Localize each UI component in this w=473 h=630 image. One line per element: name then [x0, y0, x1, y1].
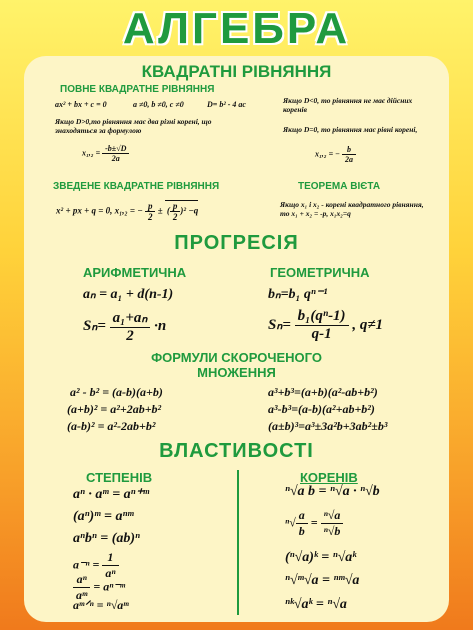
power-rule-1: aⁿ · aᵐ = aⁿ⁺ᵐ — [73, 487, 150, 502]
negative-power-denominator: aⁿ — [105, 566, 116, 580]
d-zero-text: Якщо D=0, то рівняння має рівні корені, — [283, 125, 418, 134]
reduced-p: p — [145, 201, 156, 212]
division-rhs: = aⁿ⁻ᵐ — [93, 579, 126, 594]
short-mult-right-2: a³-b³=(a-b)(a²+ab+b²) — [268, 402, 375, 416]
short-mult-left-1: a² - b² = (a-b)(a+b) — [70, 385, 163, 399]
short-mult-left-3: (a-b)² = a²-2ab+b² — [67, 419, 156, 433]
full-equation: ax² + bx + c = 0 — [55, 100, 107, 109]
roots-formula — [82, 144, 129, 163]
roots-denominator: 2a — [111, 154, 120, 163]
geometric-sum-lhs: Sₙ= — [268, 316, 291, 333]
geometric-sum — [268, 308, 383, 343]
arithmetic-heading: АРИФМЕТИЧНА — [83, 265, 187, 280]
arithmetic-sum-denominator: 2 — [126, 328, 134, 344]
root-rule-simplify: ⁿᵏ√aᵏ = ⁿ√a — [285, 597, 347, 612]
short-mult-right-1: a³+b³=(a+b)(a²-ab+b²) — [268, 385, 378, 399]
geometric-sum-denominator: q-1 — [311, 326, 332, 342]
division-numerator: aⁿ — [73, 572, 90, 588]
geometric-sum-condition: , q≠1 — [352, 316, 384, 333]
d-zero-numerator: b — [342, 145, 356, 155]
power-rule-3: aⁿbⁿ = (ab)ⁿ — [73, 531, 140, 546]
page-title: АЛГЕБРА — [122, 4, 351, 53]
progression-heading: ПРОГРЕСІЯ — [174, 232, 299, 254]
properties-divider — [237, 470, 239, 615]
division-denominator: aᵐ — [76, 588, 88, 602]
fractional-power-rhs: ⁿ√aᵐ — [106, 598, 129, 612]
root-quotient-rhs-den: ⁿ√b — [323, 524, 341, 538]
roots-lhs: x₁,₂ = — [82, 148, 101, 158]
reduced-root-p: p — [170, 201, 181, 212]
geometric-heading: ГЕОМЕТРИЧНА — [270, 265, 370, 280]
vieta-text: Якщо x₁ і x₂ - корені квадратного рівняння, то x₁ + x₂ = -p, x₁x₂=q — [280, 200, 424, 218]
arithmetic-sum-lhs: Sₙ= — [83, 317, 106, 334]
power-rule-2: (aⁿ)ᵐ = aⁿᵐ — [73, 509, 134, 524]
reduced-tail: ² −q — [183, 205, 199, 216]
roots-numerator: -b±√D — [102, 144, 129, 154]
short-mult-left-2: (a+b)² = a²+2ab+b² — [67, 402, 162, 416]
root-quotient-lhs-den: b — [298, 524, 305, 538]
root-rule-power: (ⁿ√a)ᵏ = ⁿ√aᵏ — [285, 550, 357, 565]
reduced-formula: x² + px + q = 0, x₁,₂ = − $\frac{p}{2}$ ± ( $\frac{p}{2}$ )² −q — [56, 201, 199, 222]
d-negative-text: Якщо D<0, то рівняння не має дійсних коренів — [283, 96, 413, 114]
negative-power-lhs: a⁻ⁿ = — [73, 557, 100, 572]
root-rule-nested: ⁿ√ᵐ√a = ⁿᵐ√a — [285, 573, 360, 588]
short-mult-heading-1: ФОРМУЛИ СКОРОЧЕНОГО — [151, 350, 322, 365]
reduced-pm: ± — [157, 205, 163, 216]
root-quotient-lhs-num: a — [296, 508, 308, 524]
reduced-quadratic-heading: ЗВЕДЕНЕ КВАДРАТНЕ РІВНЯННЯ — [53, 181, 220, 192]
d-zero-lhs: x₁,₂ = − — [315, 149, 340, 159]
full-conditions: a ≠0, b ≠0, c ≠0 — [133, 100, 184, 109]
geometric-sum-numerator: b₁(qⁿ-1) — [295, 308, 349, 326]
root-rule-quotient: ⁿ√ $\frac{a}{b}$ = $\frac{\text{ⁿ√a}}{\text{ⁿ√b}}$ — [285, 508, 343, 539]
arithmetic-nth-term: aₙ = a₁ + d(n-1) — [83, 287, 174, 302]
roots-heading: КОРЕНІВ — [300, 470, 358, 485]
root-rule-product: ⁿ√a b = ⁿ√a · ⁿ√b — [285, 484, 380, 499]
reduced-eq: x² + px + q = 0, x₁,₂ = − — [56, 205, 143, 216]
power-rule-fractional — [73, 598, 129, 613]
reduced-2: 2 — [147, 212, 153, 222]
full-quadratic-heading: ПОВНЕ КВАДРАТНЕ РІВНЯННЯ — [60, 84, 215, 95]
fractional-power-lhs: aᵐᐟⁿ = — [73, 598, 104, 612]
arithmetic-sum — [83, 308, 166, 345]
arithmetic-sum-numerator: a₁+aₙ — [110, 308, 151, 328]
d-zero-denominator: 2a — [344, 155, 353, 164]
discriminant-formula: D= b² - 4 ac — [207, 100, 246, 109]
short-mult-right-3: (a±b)³=a³±3a²b+3ab²±b³ — [268, 419, 388, 433]
d-zero-formula — [315, 145, 356, 164]
arithmetic-sum-tail: ·n — [154, 317, 167, 334]
negative-power-numerator: 1 — [102, 550, 118, 566]
quadratic-heading: КВАДРАТНІ РІВНЯННЯ — [141, 62, 332, 81]
short-mult-heading-2: МНОЖЕННЯ — [197, 365, 276, 380]
d-positive-text: Якщо D>0,то рівняння має два різні корені, що знаходяться за формулою — [55, 117, 212, 135]
reduced-root-2: 2 — [172, 212, 178, 222]
properties-heading: ВЛАСТИВОСТІ — [159, 440, 314, 462]
geometric-nth-term: bₙ=b₁ qⁿ⁻¹ — [268, 287, 328, 302]
vieta-heading: ТЕОРЕМА ВІЄТА — [298, 181, 381, 192]
root-quotient-rhs-num: ⁿ√a — [321, 508, 344, 524]
powers-heading: СТЕПЕНІВ — [86, 470, 153, 485]
